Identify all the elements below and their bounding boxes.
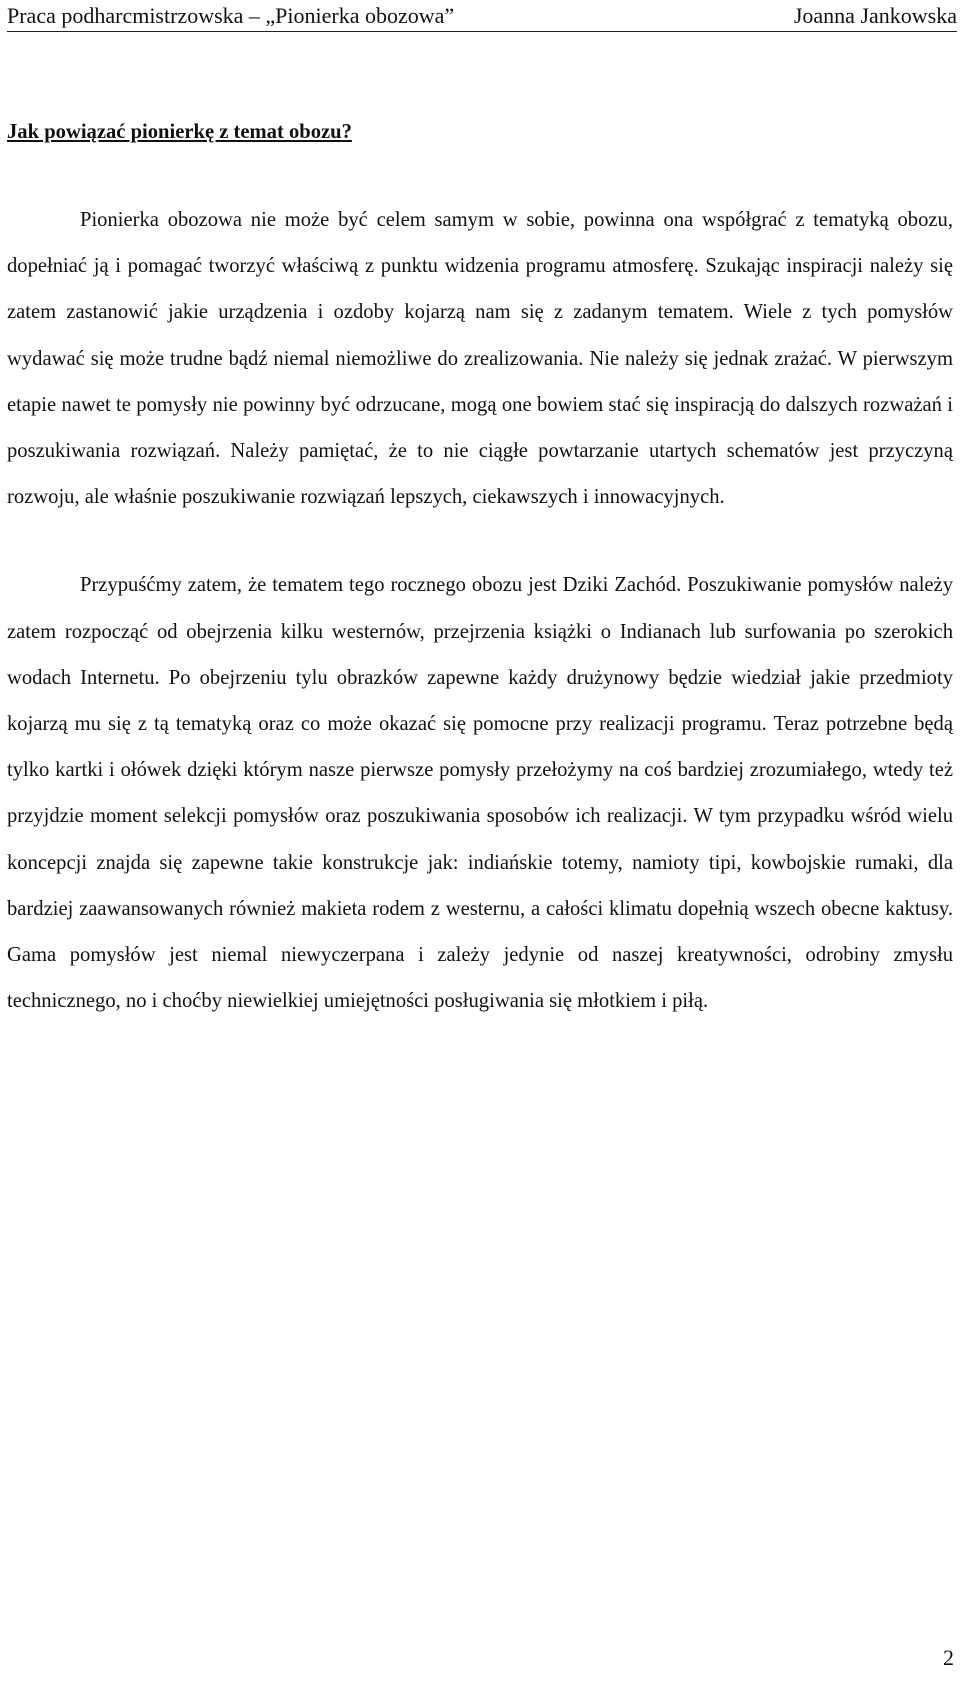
section-heading: Jak powiązać pionierkę z temat obozu? bbox=[7, 121, 352, 143]
header-title: Praca podharcmistrzowska – „Pionierka obozowa” bbox=[7, 3, 455, 28]
paragraph-1: Pionierka obozowa nie może być celem samym w sobie, powinna ona współgrać z tematyką obozu, dopełniać ją i pomagać tworzyć właściwą z punktu widzenia programu atmosferę. Szukając inspiracji należy się zatem zastanowić jakie urządzenia i ozdoby kojarzą nam się z zadanym tematem. Wiele z tych pomysłów wydawać się może trudne bądź niemal niemożliwe do zrealizowania. Nie należy się jednak zrażać. W pierwszym etapie nawet te pomysły nie powinny być odrzucane, mogą one bowiem stać się inspiracją do dalszych rozważań i poszukiwania rozwiązań. Należy pamiętać, że to nie ciągłe powtarzanie utartych schematów jest przyczyną rozwoju, ale właśnie poszukiwanie rozwiązań lepszych, ciekawszych i innowacyjnych. bbox=[7, 209, 953, 509]
document-body bbox=[7, 120, 953, 1024]
header-author: Joanna Jankowska bbox=[793, 3, 957, 28]
page-number: 2 bbox=[943, 1645, 954, 1670]
paragraph-2: Przypuśćmy zatem, że tematem tego rocznego obozu jest Dziki Zachód. Poszukiwanie pomysłów należy zatem rozpocząć od obejrzenia kilku westernów, przejrzenia książki o Indianach lub surfowania po szerokich wodach Internetu. Po obejrzeniu tylu obrazków zapewne każdy drużynowy będzie wiedział jakie przedmioty kojarzą mu się z tą tematyką oraz co może okazać się pomocne przy realizacji programu. Teraz potrzebne będą tylko kartki i ołówek dzięki którym nasze pierwsze pomysły przełożymy na coś bardziej zrozumiałego, wtedy też przyjdzie moment selekcji pomysłów oraz poszukiwania sposobów ich realizacji. W tym przypadku wśród wielu koncepcji znajda się zapewne takie konstrukcje jak: indiańskie totemy, namioty tipi, kowbojskie rumaki, dla bardziej zaawansowanych również makieta rodem z westernu, a całości klimatu dopełnią wszech obecne kaktusy. Gama pomysłów jest niemal niewyczerpana i zależy jedynie od naszej kreatywności, odrobiny zmysłu technicznego, no i choćby niewielkiej umiejętności posługiwania się młotkiem i piłą. bbox=[7, 574, 953, 1013]
page-header bbox=[7, 0, 957, 32]
